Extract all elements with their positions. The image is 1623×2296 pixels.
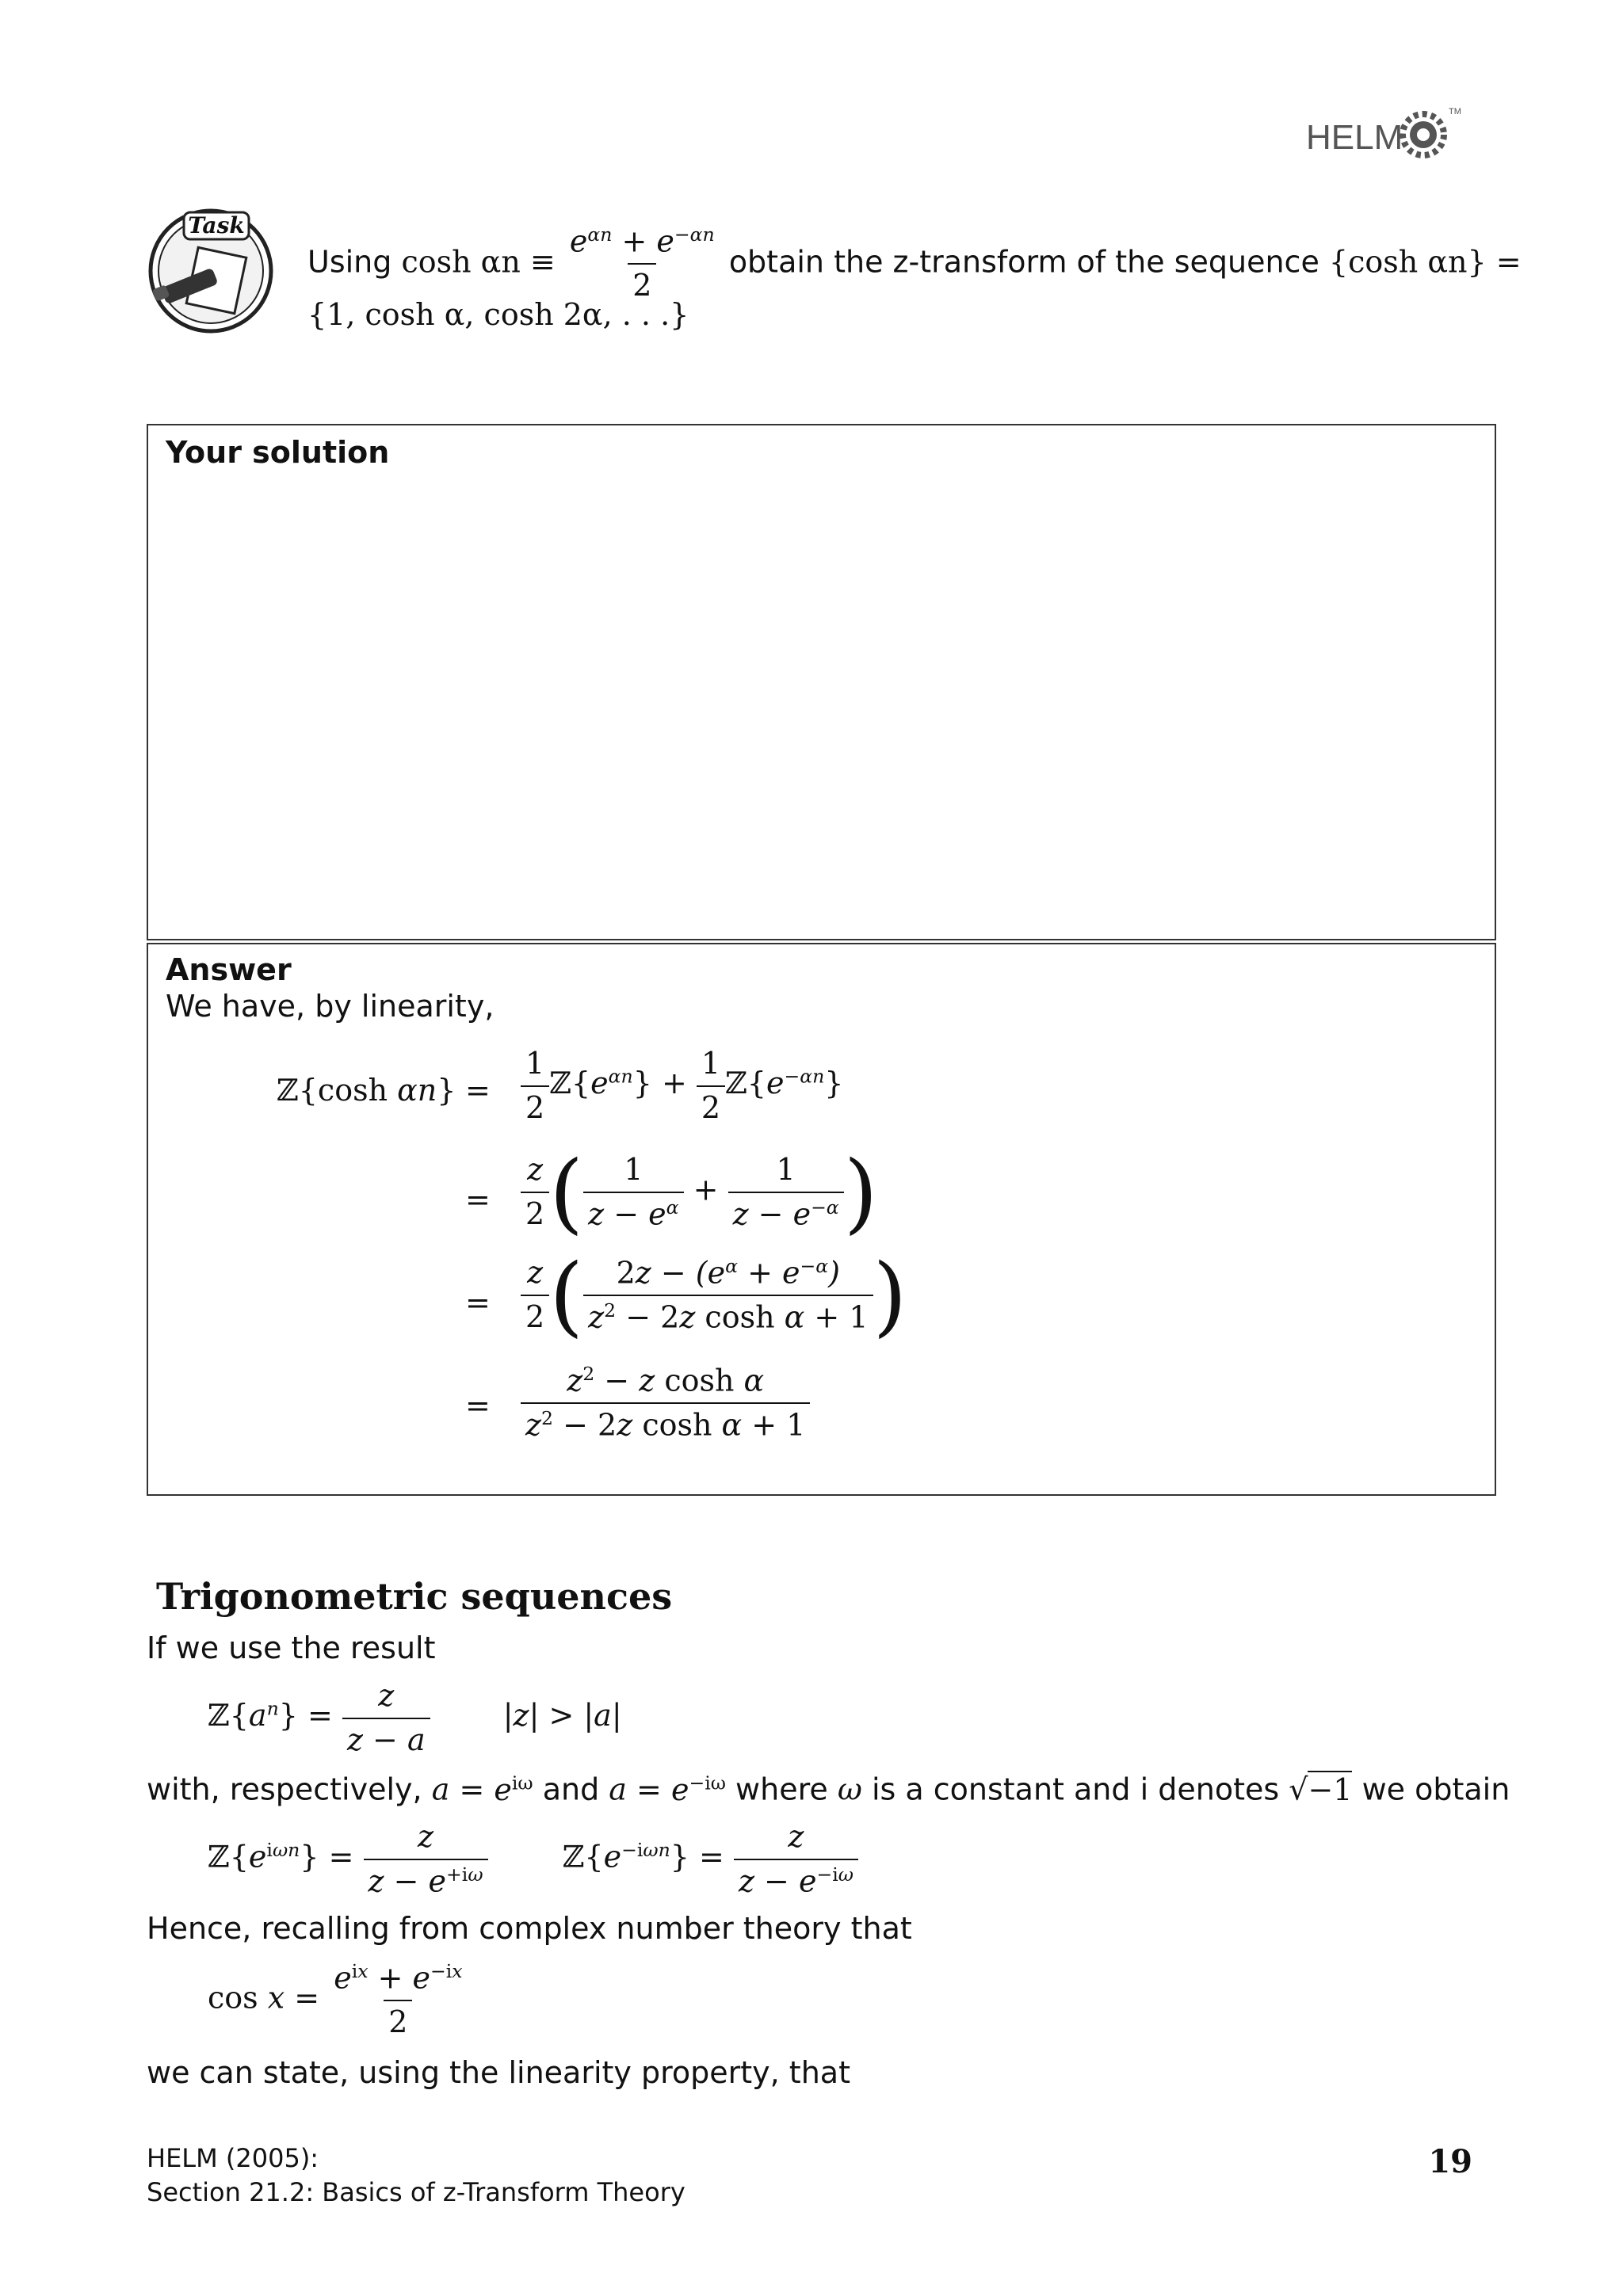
eq-rhs-3: $\frac{z}{2}$ ( $\frac{2z - (e^\alpha + e^{-\alpha})}{z^2 - 2z \cosh \alpha + 1}$ ) [521,1252,907,1339]
answer-box [147,943,1496,1496]
eq-sign-1: = [465,1073,491,1108]
eq-rhs-4: $\frac{z^2 - z \cosh \alpha}{z^2 - 2z \cosh \alpha + 1}$ [521,1363,810,1444]
section-heading: Trigonometric sequences [156,1575,673,1618]
answer-title: Answer [166,952,292,987]
para-3: Hence, recalling from complex number theory that [147,1911,912,1946]
helm-logo [1306,103,1472,166]
task-icon [146,204,276,334]
task-line-1: Using cosh αn ≡ $\frac{e^{\alpha n} + e^{-\alpha n}}{2}$ obtain the z-transform of the sequence {cosh αn} = [307,223,1522,303]
solution-title: Your solution [166,435,390,470]
eq-rhs-2: $\frac{z}{2}$ ( $\frac{1}{z - e^\alpha}$ + $\frac{1}{z - e^{-\alpha}}$ ) [521,1149,878,1236]
footer-line-2: Section 21.2: Basics of z-Transform Theory [147,2177,685,2207]
eq-sign-2: = [465,1182,491,1217]
eq-cos: cos x = $\frac{e^{ix} + e^{-ix}}{2}$ [208,1960,463,2040]
eq-sign-3: = [465,1285,491,1320]
eq-sign-4: = [465,1388,491,1423]
eq-ziwn: $ℤ\{e^{i\omega n}\}$ = $\frac{z}{z - e^{+i\omega}}$ $ℤ\{e^{-i\omega n}\}$ = $\frac{z}{z - e^{-i\omega}}$ [208,1819,858,1900]
helm-logo-text: HELM [1306,118,1403,157]
footer-line-1: HELM (2005): [147,2143,319,2173]
para-4: we can state, using the linearity property, that [147,2055,850,2090]
eq-rhs-1: $\frac{1}{2}$ $ℤ\{e^{\alpha n}\}$ + $\frac{1}{2}$ $ℤ\{e^{-\alpha n}\}$ [521,1046,843,1126]
page-number: 19 [1428,2143,1472,2180]
answer-intro: We have, by linearity, [166,989,495,1024]
para-2: with, respectively, $a = e^{i\omega}$ and $a = e^{-i\omega}$ where ω is a constant and i denotes √−1 we obtain [147,1772,1510,1807]
svg-text:TM: TM [1449,107,1461,116]
svg-text:Task: Task [188,212,245,238]
solution-box[interactable] [147,424,1496,940]
eq-lhs: ℤ{cosh αn} [277,1073,456,1108]
task-line-2: {1, cosh α, cosh 2α, . . .} [307,297,689,332]
para-1: If we use the result [147,1630,436,1665]
eq-zan: $ℤ\{a^n\}$ = $\frac{z}{z - a}$ |z| > |a| [208,1678,622,1757]
gear-icon [1403,114,1444,155]
task-fraction: $\frac{e^{\alpha n} + e^{-\alpha n}}{2}$ [569,223,715,303]
